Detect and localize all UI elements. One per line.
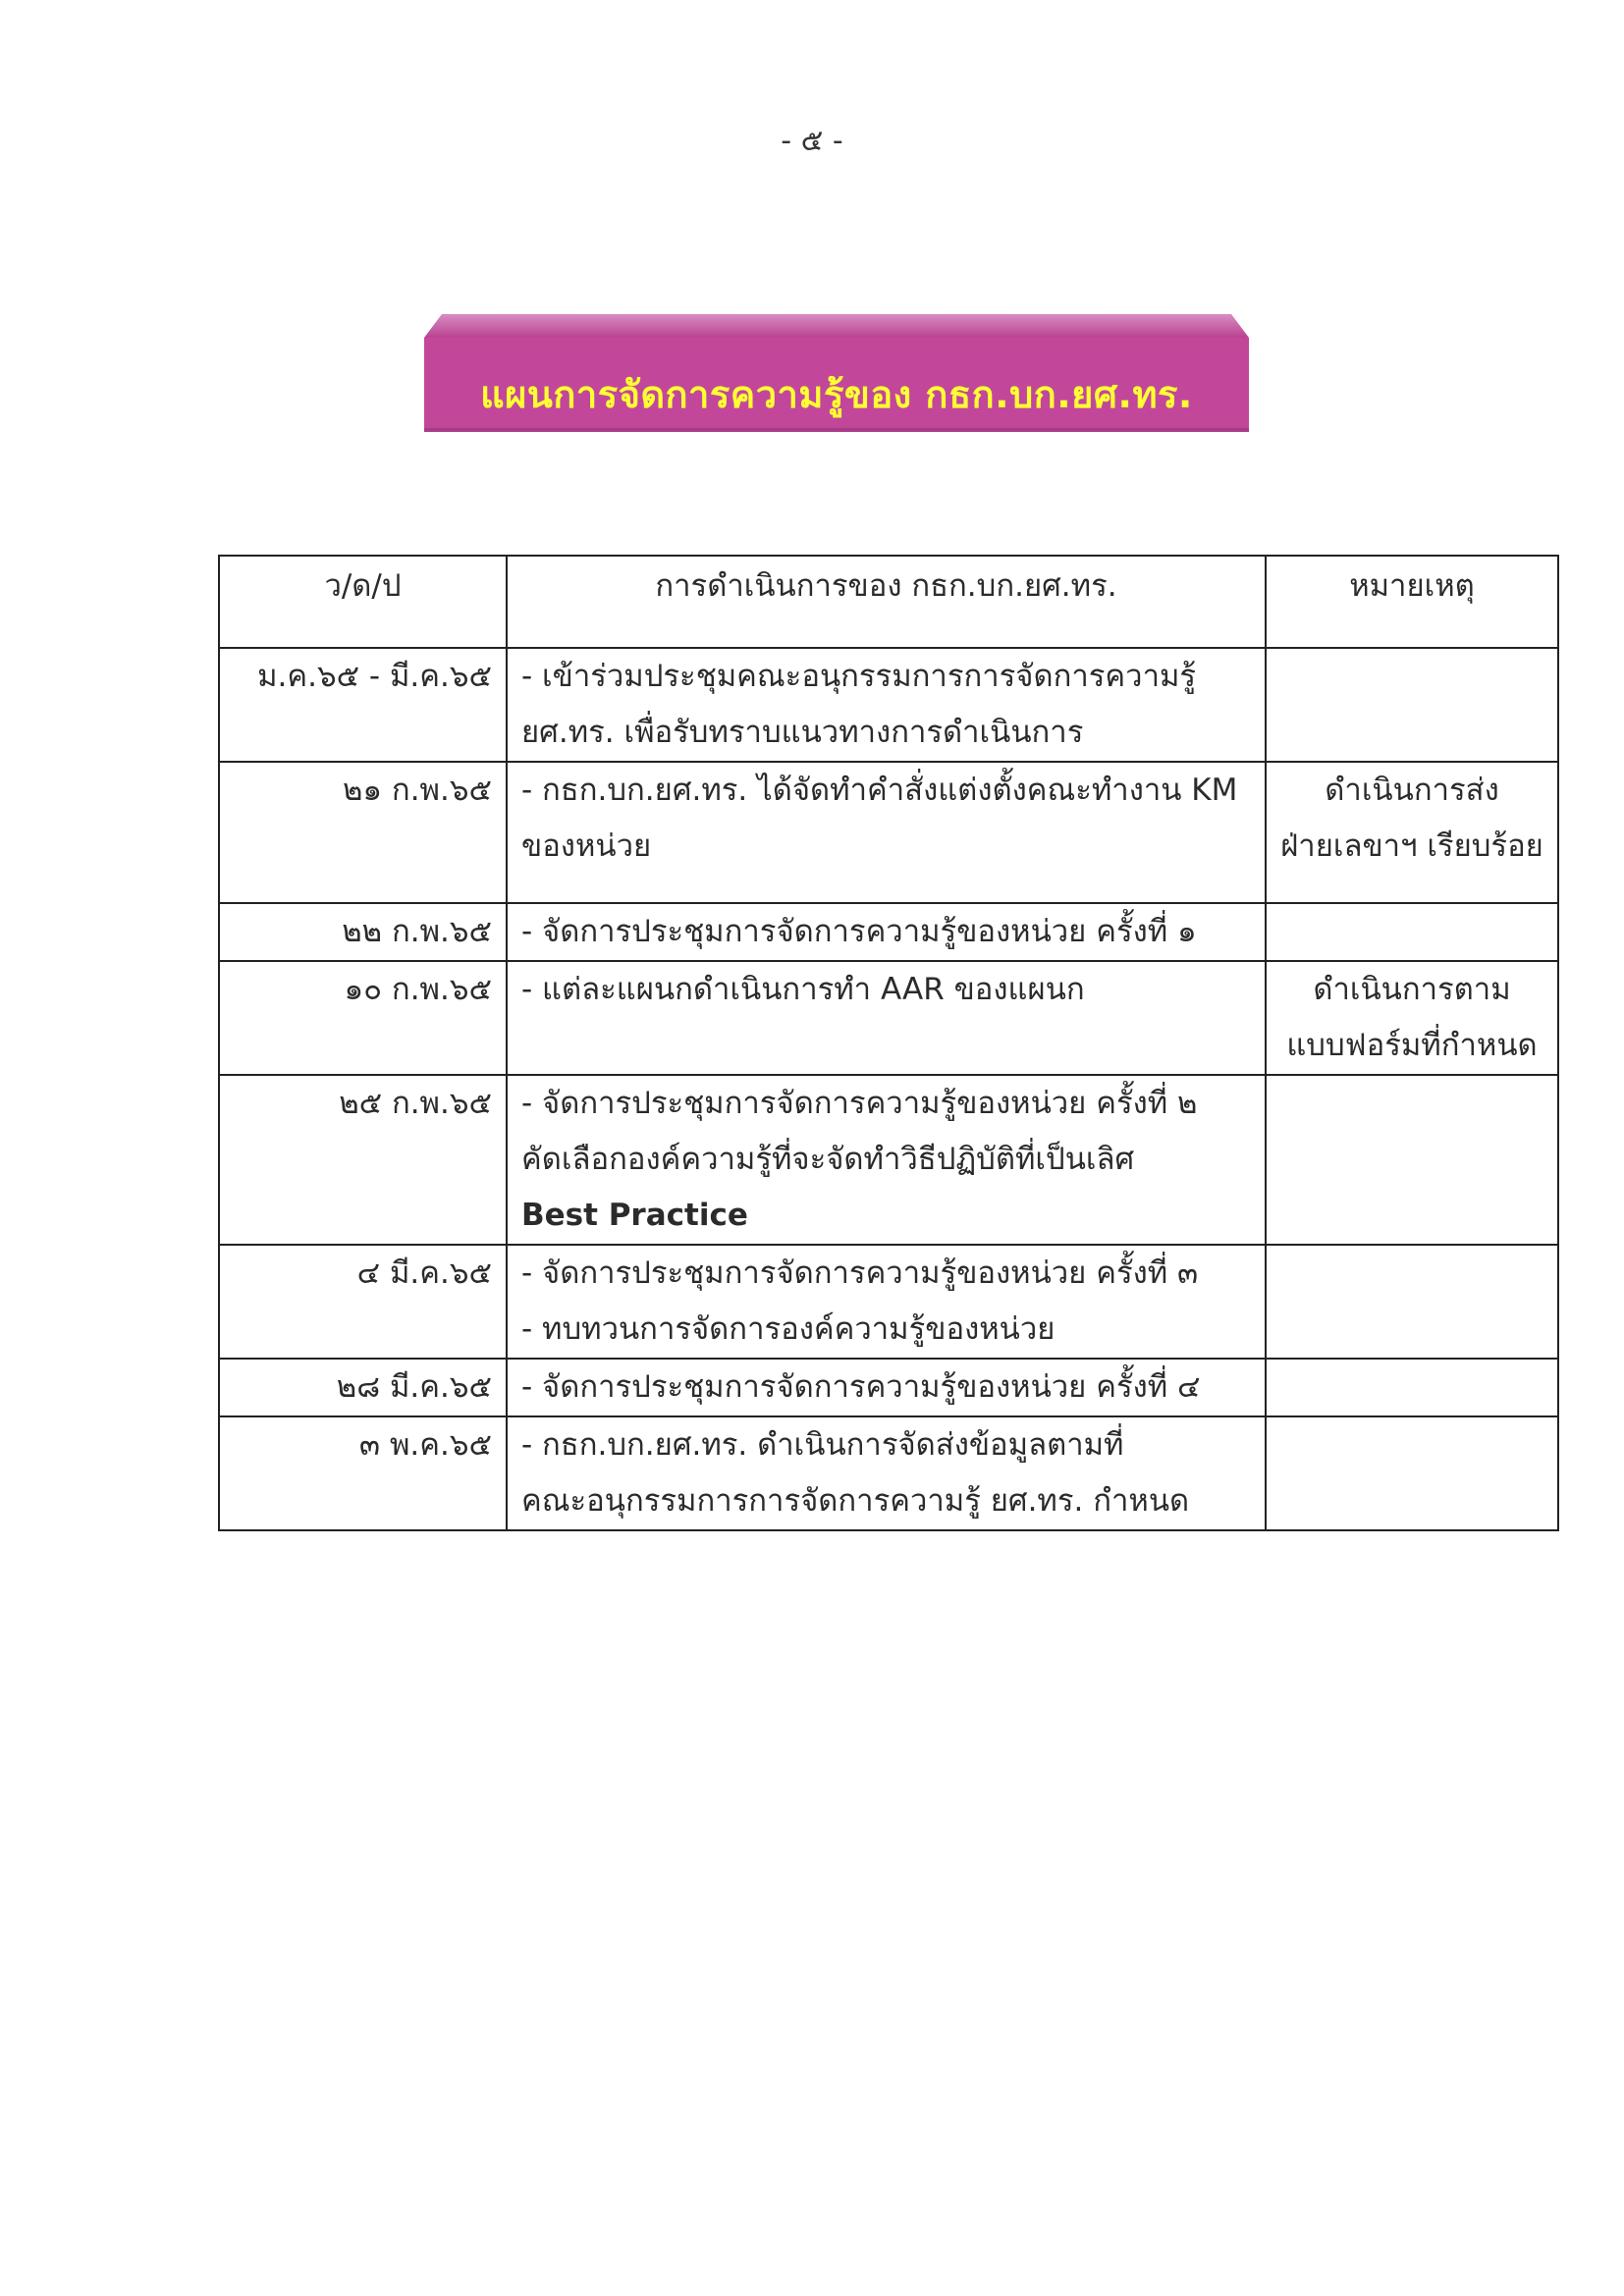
note-cell [1266, 648, 1558, 762]
table-row [219, 1359, 1558, 1416]
date-cell: ๓ พ.ค.๖๕ [219, 1416, 507, 1530]
page-number: - ๕ - [781, 124, 843, 158]
action-line: - จัดการประชุมการจัดการความรู้ของหน่วย ครั้งที่ ๔ [521, 1369, 1201, 1405]
table-row [219, 1245, 1558, 1359]
date-cell: ๑๐ ก.พ.๖๕ [219, 961, 507, 1075]
header-date: ว/ด/ป [219, 556, 507, 648]
action-cell [507, 1075, 1266, 1245]
action-line: - กธก.บก.ยศ.ทร. ได้จัดทำคำสั่งแต่งตั้งคณะทำงาน KM [521, 773, 1238, 808]
date-cell: ๒๒ ก.พ.๖๕ [219, 903, 507, 961]
action-line: ยศ.ทร. เพื่อรับทราบแนวทางการดำเนินการ [521, 715, 1084, 750]
note-cell [1266, 1416, 1558, 1530]
action-line: - จัดการประชุมการจัดการความรู้ของหน่วย ครั้งที่ ๒ [521, 1086, 1198, 1121]
header-action: การดำเนินการของ กธก.บก.ยศ.ทร. [507, 556, 1266, 648]
action-line: - กธก.บก.ยศ.ทร. ดำเนินการจัดส่งข้อมูลตามที่ [521, 1427, 1124, 1463]
table-row [219, 1075, 1558, 1245]
date-cell: ม.ค.๖๕ - มี.ค.๖๕ [219, 648, 507, 762]
action-cell [507, 1245, 1266, 1359]
table-row [219, 903, 1558, 961]
table-row [219, 762, 1558, 903]
note-line: ดำเนินการส่ง [1325, 773, 1499, 808]
action-line: - เข้าร่วมประชุมคณะอนุกรรมการการจัดการความรู้ [521, 659, 1197, 694]
table-row [219, 648, 1558, 762]
action-line: - แต่ละแผนกดำเนินการทำ AAR ของแผนก [521, 972, 1085, 1007]
action-line: คณะอนุกรรมการการจัดการความรู้ ยศ.ทร. กำหนด [521, 1483, 1190, 1519]
action-cell [507, 961, 1266, 1075]
note-cell [1266, 1359, 1558, 1416]
note-cell [1266, 903, 1558, 961]
banner-title: แผนการจัดการความรู้ของ กธก.บก.ยศ.ทร. [480, 373, 1193, 416]
action-line: - จัดการประชุมการจัดการความรู้ของหน่วย ครั้งที่ ๓ [521, 1255, 1199, 1291]
note-cell [1266, 1075, 1558, 1245]
action-line: - ทบทวนการจัดการองค์ความรู้ของหน่วย [521, 1311, 1056, 1347]
action-line-bold: Best Practice [521, 1198, 748, 1233]
date-cell: ๒๘ มี.ค.๖๕ [219, 1359, 507, 1416]
note-cell [1266, 762, 1558, 903]
action-cell [507, 1359, 1266, 1416]
date-cell: ๒๑ ก.พ.๖๕ [219, 762, 507, 903]
note-line: ดำเนินการตาม [1313, 972, 1511, 1007]
note-line: แบบฟอร์มที่กำหนด [1286, 1028, 1538, 1063]
action-line: ของหน่วย [521, 828, 652, 864]
action-line: คัดเลือกองค์ความรู้ที่จะจัดทำวิธีปฏิบัติที่เป็นเลิศ [521, 1142, 1135, 1177]
table-row [219, 1416, 1558, 1530]
note-line: ฝ่ายเลขาฯ เรียบร้อย [1280, 828, 1543, 864]
action-cell [507, 1416, 1266, 1530]
action-cell [507, 903, 1266, 961]
km-plan-table [218, 555, 1559, 1531]
note-cell [1266, 1245, 1558, 1359]
date-cell: ๔ มี.ค.๖๕ [219, 1245, 507, 1359]
action-cell [507, 648, 1266, 762]
note-cell [1266, 961, 1558, 1075]
action-line: - จัดการประชุมการจัดการความรู้ของหน่วย ครั้งที่ ๑ [521, 914, 1197, 949]
table-row [219, 961, 1558, 1075]
action-cell [507, 762, 1266, 903]
date-cell: ๒๕ ก.พ.๖๕ [219, 1075, 507, 1245]
title-banner [424, 314, 1249, 432]
table-header-row [219, 556, 1558, 648]
header-note: หมายเหตุ [1266, 556, 1558, 648]
